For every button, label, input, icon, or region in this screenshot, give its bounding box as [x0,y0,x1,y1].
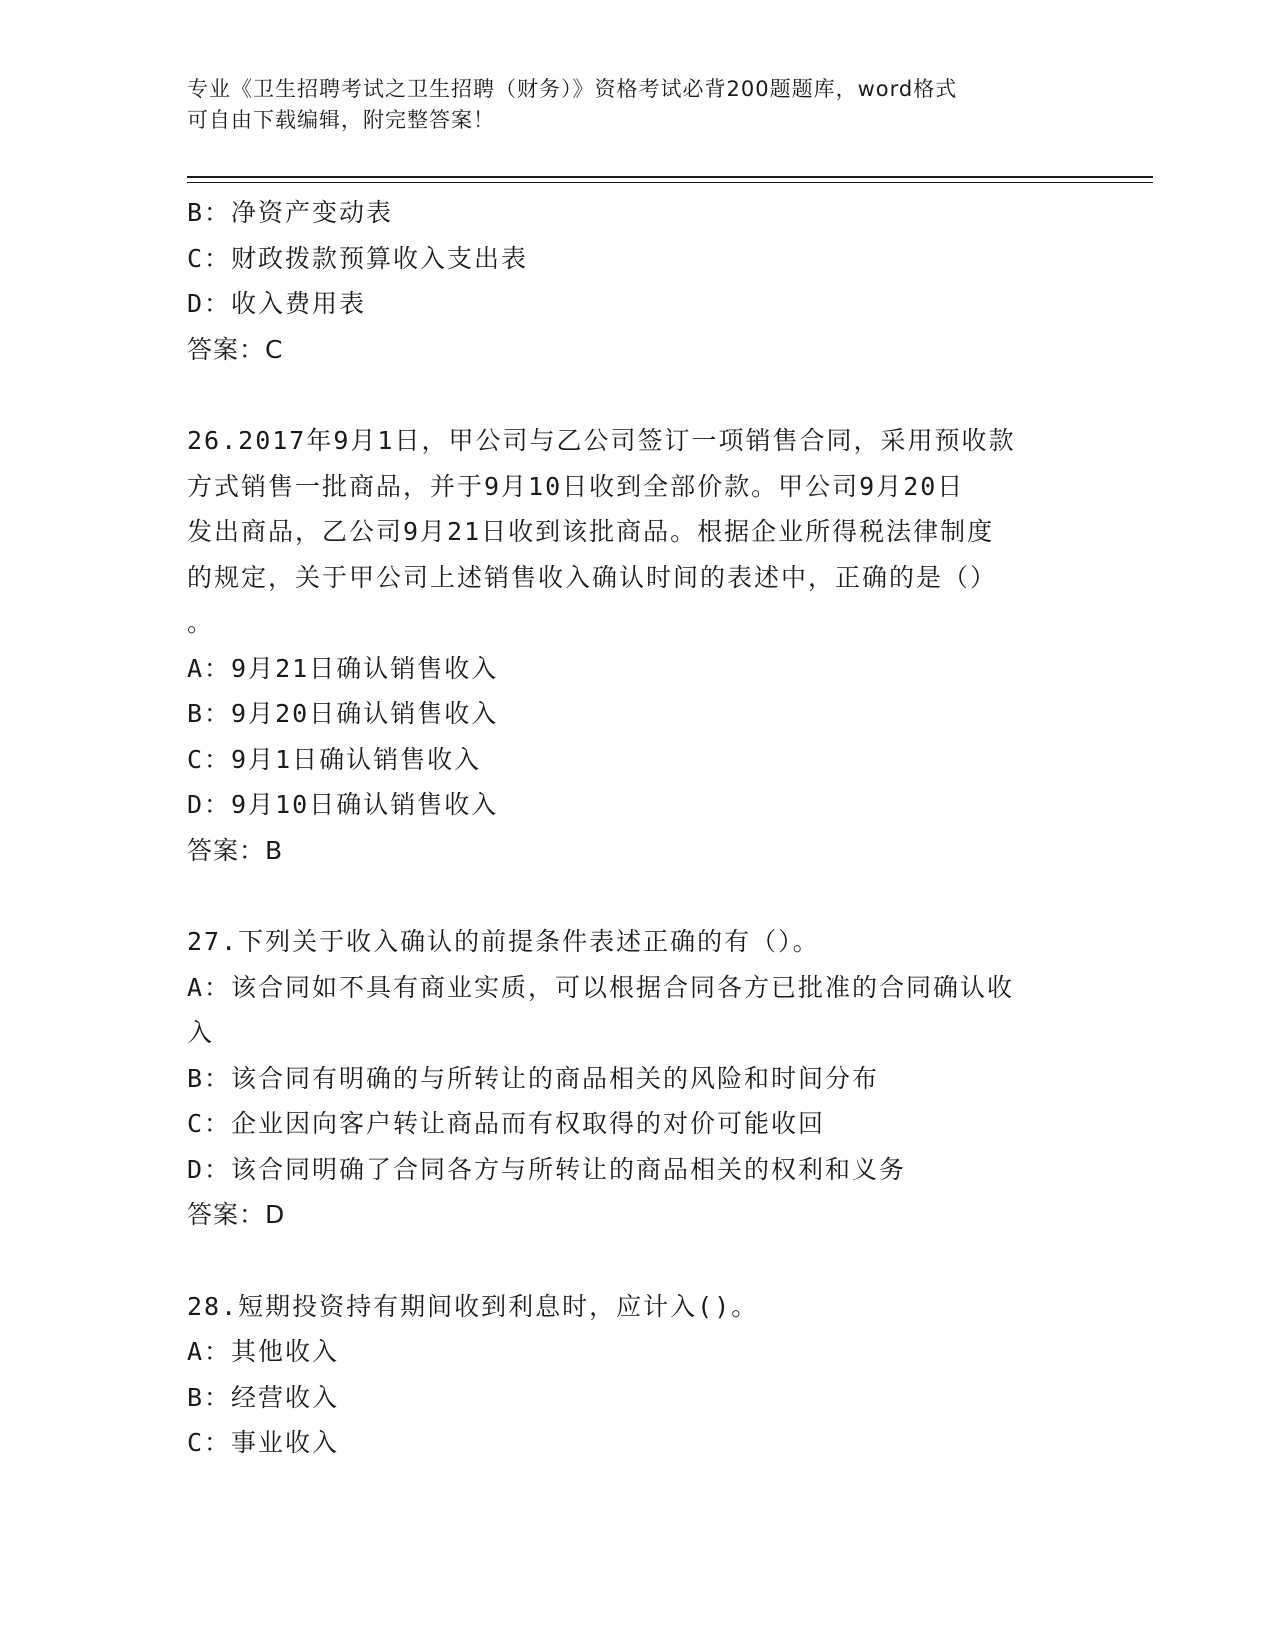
document-header [187,74,1087,136]
answer-line: 答案：B [187,835,284,865]
option-c: C：财政拨款预算收入支出表 [187,243,529,273]
question-list [187,190,1087,1466]
question-block-27 [187,919,1087,1238]
option-c: C：9月1日确认销售收入 [187,744,482,774]
option-b: B：经营收入 [187,1382,340,1412]
option-d: D：收入费用表 [187,289,367,318]
block-spacer [187,873,1087,919]
option-a: A：9月21日确认销售收入 [187,653,499,683]
question-stem-line: 发出商品，乙公司9月21日收到该批商品。根据企业所得税法律制度 [187,517,995,546]
option-b: B：9月20日确认销售收入 [187,699,499,728]
option-c: C：企业因向客户转让商品而有权取得的对价可能收回 [187,1109,826,1138]
option-d: D：9月10日确认销售收入 [187,790,499,819]
question-stem-line: 27.下列关于收入确认的前提条件表述正确的有（）。 [187,927,820,956]
option-c: C：事业收入 [187,1428,340,1457]
question-stem-line: 28.短期投资持有期间收到利息时，应计入()。 [187,1291,759,1321]
question-stem-line: 。 [187,608,215,637]
question-block-26 [187,418,1087,873]
header-title-line-1: 专业《卫生招聘考试之卫生招聘（财务）》资格考试必背200题题库，word格式 [187,77,958,101]
block-spacer [187,1238,1087,1284]
answer-line: 答案：D [187,1200,286,1229]
header-divider-thick [187,176,1153,178]
question-stem-line: 26.2017年9月1日，甲公司与乙公司签订一项销售合同，采用预收款 [187,426,1016,455]
question-block-25 [187,190,1087,372]
option-b: B：该合同有明确的与所转让的商品相关的风险和时间分布 [187,1063,880,1093]
header-divider-thin [187,182,1153,183]
question-stem-line: 的规定，关于甲公司上述销售收入确认时间的表述中，正确的是（） [187,562,998,592]
answer-line: 答案：C [187,334,284,364]
option-a-continued: 入 [187,1018,215,1047]
question-stem-line: 方式销售一批商品，并于9月10日收到全部价款。甲公司9月20日 [187,471,965,501]
option-a: A：该合同如不具有商业实质，可以根据合同各方已批准的合同确认收 [187,972,1015,1002]
option-d: D：该合同明确了合同各方与所转让的商品相关的权利和义务 [187,1154,907,1184]
option-a: A：其他收入 [187,1337,340,1366]
question-block-28 [187,1284,1087,1466]
block-spacer [187,372,1087,418]
option-b: B：净资产变动表 [187,198,394,227]
header-title-line-2: 可自由下载编辑，附完整答案！ [187,108,495,132]
